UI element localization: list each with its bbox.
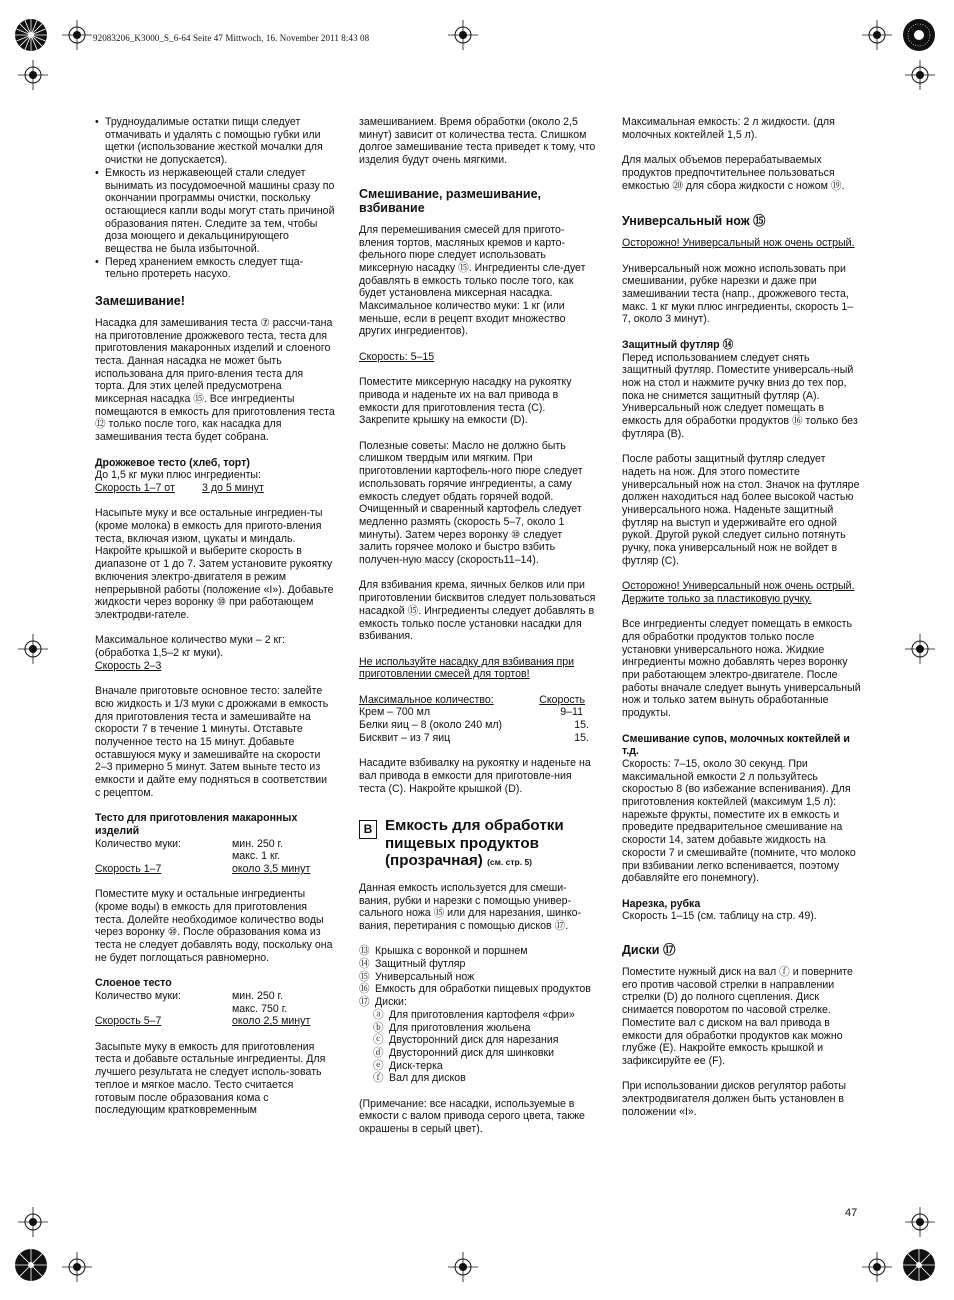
list-item [373,1072,597,1085]
warning-knife-2: Осторожно! Универсальный нож очень острый. Держите только за пластиковую ручку. [622,580,855,605]
table-cell: 15. [574,731,589,744]
page-number: 47 [845,1207,858,1219]
item-number: ⑬ [359,945,370,958]
item-text: Крышка с воронкой и поршнем [375,945,528,958]
list-item: • Емкость из нержавеющей стали следует вынимать из посудомоечной машины сразу по окончании программы очистки, поскольку остающиеся капли воды могут стать причиной образования пятен. Следите за тем, чтобы доза моющего и декальцинирующего вещества не была избыточной. [95,167,335,256]
paragraph: Скорость: 7–15, около 30 секунд. При максимальной емкости 2 л пользуйтесь скоростью 8 (во избежание вспенивания). Для приготовления коктейлей (максимум 1,5 л): нарежьте фрукты, поместите их в емкость и проведите предварительное смешивание на скорости 14, затем добавьте жидкость на скорости 7 и смешивайте (помните, что молоко при взбивании легко вспенивается, поэтому добавляйте его понемногу). [622,757,856,885]
registration-mark-left-top [18,60,48,90]
paragraph: (Примечание: все насадки, используемые в емкости с валом привода серого цвета, также окрашены в серый цвет). [359,1097,585,1136]
parts-list [359,945,597,1009]
list-item [359,945,597,958]
pasta-speed-row [95,863,335,876]
list-item [373,1009,597,1022]
paragraph: Поместите миксерную насадку на рукоятку привода и наденьте их на вал привода в емкости для приготовления теста (C). Закрепите крышку на емкости (D). [359,376,572,427]
puff-qty-row-2 [95,1003,335,1016]
registration-mark-right-middle [905,634,935,664]
item-letter: ⓕ [373,1072,384,1085]
paragraph: Универсальный нож можно использовать при смешивании, рубке нарезки и даже при замешивании теста (напр., дрожжевого теста, макс. 1 кг муки плюс ингредиенты, скорость 1–7, около 3 минут). [622,262,854,326]
paragraph: Насыпьте муку и все остальные ингредиен-ты (кроме молока) в емкость для пригото-вления теста, включая изюм, цукаты и миндаль. Накройте крышкой и выберите скорость в диапазоне от 1 до 7. Затем установите рукоятку включения электро-двигателя в режим непрерывной работы (положение «I»). Добавьте жидкости через воронку ⑩ при работающем электродви-гателе. [95,507,334,621]
table-cell: 15. [574,719,589,732]
yeast-speed-row [95,482,335,495]
puff-speed-row [95,1015,335,1028]
table-cell: 9–11 [560,706,583,719]
section-heading-mixing: Смешивание, размешивание, взбивание [359,186,542,215]
page-reference: (см. стр. 5) [487,857,533,868]
paragraph: Насадите взбивалку на рукоятку и наденьте на вал привода в емкости для приготовле-ния теста (C). Накройте крышкой (D). [359,757,591,795]
item-text: Диски: [375,996,407,1009]
item-letter: ⓓ [373,1046,384,1059]
paragraph: Для взбивания крема, яичных белков или при приготовлении бисквитов следует пользоваться насадкой ⑮. Ингредиенты следует добавлять в емкость только после установки насадки для взбивания. [359,579,596,643]
list-item [359,958,597,971]
paragraph: Максимальная емкость: 2 л жидкости. (для молочных коктейлей 1,5 л). [622,116,835,141]
paragraph: замешиванием. Время обработки (около 2,5 минут) зависит от количества теста. Слишком долгое замешивание теста приведет к тому, что изделия будут очень мягкими. [359,116,596,167]
registration-mark-right-top [905,60,935,90]
puff-qty-row [95,990,335,1003]
table-header-quantity: Максимальное количество: [359,693,494,706]
qty-label: Количество муки: [95,837,182,850]
table-row [359,706,597,719]
registration-mark-bottom-left [62,1252,92,1282]
speed-label: Скорость: 5–15 [359,350,435,363]
item-number: ⑯ [359,983,370,996]
registration-mark-top-left [62,20,92,50]
registration-mark-bottom-center [448,1252,478,1282]
table-cell: Крем – 700 мл [359,706,431,719]
paragraph: Засыпьте муку в емкость для приготовления теста и добавьте остальные ингредиенты. Для лучшего результата не следует исполь-зовать теплое и мягкое масло. Тесто считается готовым после образования кома с последующим кратковременным [95,1040,326,1117]
speed-label: Скорость 5–7 [95,1015,162,1028]
warning-knife: Осторожно! Универсальный нож очень острый. [622,237,855,250]
registration-mark-bottom-right [862,1252,892,1282]
qty-max: макс. 1 кг. [232,850,281,863]
item-letter: ⓐ [373,1008,384,1021]
registration-mark-left-bottom [18,1207,48,1237]
list-item: • Перед хранением емкость следует тща-тельно протереть насухо. [95,256,335,281]
item-number: ⑰ [359,996,370,1009]
qty-min: мин. 250 г. [232,989,284,1002]
print-header: 92083206_K3000_S_6-64 Seite 47 Mittwoch, 16. November 2011 8:43 08 [93,33,370,43]
time-label: около 2,5 минут [232,1015,311,1028]
section-heading-universal-knife: Универсальный нож ⑮ [622,214,766,229]
disks-list [359,1009,597,1085]
subheading-puff-pastry: Слоеное тесто [95,977,172,990]
time-label: 3 до 5 минут [202,481,264,494]
pasta-qty-row-2 [95,850,335,863]
paragraph: Данная емкость используется для смеши-вания, рубки и нарезки с помощью универ-сального ножа ⑮ или для нарезания, шинко-вания, перетирания с помощью дисков ⑰. [359,881,582,932]
time-label: около 3,5 минут [232,862,311,875]
sunburst-mark-bottom-right [902,1248,936,1282]
column-3 [622,116,862,1131]
paragraph: Поместите муку и остальные ингредиенты (кроме воды) в емкость для приготовления теста. Долейте необходимое количество воды через воронку ⑩. После образования кома из теста не следует добавлять воду, поскольку она не будет поглощаться равномерно. [95,888,333,964]
table-cell: Белки яиц – 8 (около 240 мл) [359,719,503,732]
item-text: Для приготовления жюльена [389,1021,531,1034]
paragraph: Для малых объемов перерабатываемых продуктов предпочтительнее пользоваться емкостью ⑳ для сбора жидкости с ножом ⑲. [622,154,845,192]
item-text: Защитный футляр [375,958,466,971]
section-heading-kneading: Замешивание! [95,293,185,308]
section-heading-disks: Диски ⑰ [622,943,676,958]
paragraph: Вначале приготовьте основное тесто: залейте всю жидкость и 1/3 муки с дрожжами в емкость для приготовления теста и замешивайте на скорости 7 в течение 1 минуты. Отставьте полученное тесто на 15 минут. Добавьте оставшуюся муку и замешивайте на скорости 2–3 примерно 5 минут. Затем выньте тесто из емкости и дайте ему подняться в соответствии с рецептом. [95,685,329,799]
item-text: Двусторонний диск для шинковки [389,1046,555,1059]
table-row [359,732,597,745]
qty-label: Количество муки: [95,989,182,1002]
subheading-soups: Смешивание супов, молочных коктейлей и т.д. [622,732,850,758]
paragraph: Полезные советы: Масло не должно быть слишком твердым или мягким. При приготовлении картофель-ного пюре следует использовать горячие ингредиенты, а саму емкость следует обдать горячей водой. Очищенный и сваренный картофель следует медленно размять (скорость 5–7, около 1 минуты). Затем через воронку ⑩ следует залить горячее молоко и быстро взбить получен-ную массу (скорость11–14). [359,439,583,567]
section-letter-badge: B [359,820,377,839]
item-letter: ⓒ [373,1034,384,1047]
list-item [373,1047,597,1060]
paragraph: Насадка для замешивания теста ⑦ рассчи-тана на приготовление дрожжевого теста, теста для приготовления макаронных изделий и слоеного теста. Данная насадка не может быть использована для приго-вления теста для торта. Для этих целей предусмотрена миксерная насадка ⑮. Все ингредиенты помещаются в емкость для приготовления теста ⑫ только после того, как насадка для замешивания теста будет собрана. [95,316,335,444]
item-text: Вал для дисков [389,1072,466,1085]
section-heading-bowl [359,817,597,872]
list-item [359,996,597,1009]
item-text: Двусторонний диск для нарезания [389,1034,559,1047]
list-item [373,1060,597,1073]
item-text: Для приготовления картофеля «фри» [389,1008,575,1021]
qty-max: макс. 750 г. [232,1002,288,1015]
item-letter: ⓑ [373,1021,384,1034]
registration-mark-left-middle [18,634,48,664]
sunburst-mark-top-right [902,18,936,52]
qty-min: мин. 250 г. [232,837,284,850]
item-number: ⑮ [359,970,370,983]
registration-mark-right-bottom [905,1207,935,1237]
sunburst-mark-bottom-left [14,1248,48,1282]
paragraph: При использовании дисков регулятор работы электродвигателя должен быть установлен в положении «I». [622,1080,847,1118]
registration-mark-top-right [862,20,892,50]
list-item [359,971,597,984]
whisk-table [359,694,597,745]
paragraph: Поместите нужный диск на вал ⓕ и поверните его против часовой стрелки в направлении стрелки (D) до полного сцепления. Диск снимается поворотом по часовой стрелке. Поместите вал с диском на вал привода в емкости для обработки продуктов как можно глубже (E). Накройте емкость крышкой и зафиксируйте ее (F). [622,966,853,1067]
item-letter: ⓔ [373,1059,384,1072]
column-2 [359,116,597,1149]
paragraph: Максимальное количество муки – 2 кг: (обработка 1,5–2 кг муки). [95,634,285,660]
subheading-pasta-dough: Тесто для приготовления макаронных изделий [95,812,298,837]
pasta-qty-row [95,838,335,851]
item-number: ⑭ [359,958,370,971]
speed-label: Скорость 2–3 [95,659,162,672]
paragraph: Скорость 1–15 (см. таблицу на стр. 49). [622,910,817,923]
table-cell: Бисквит – из 7 яиц [359,731,451,744]
column-1 [95,116,335,1130]
registration-mark-top-center [448,20,478,50]
item-text: Диск-терка [389,1059,443,1072]
cleaning-tips-list [95,116,335,281]
speed-label: Скорость 1–7 от [95,481,175,494]
table-header [359,694,597,707]
section-title: Емкость для обработки пищевых продуктов (прозрачная) [385,817,564,870]
item-text: Емкость для обработки пищевых продуктов [375,983,591,996]
subheading-cutting: Нарезка, рубка [622,897,701,910]
list-item [373,1022,597,1035]
item-text: Универсальный нож [375,970,475,983]
speed-label: Скорость 1–7 [95,862,162,875]
paragraph: После работы защитный футляр следует надеть на нож. Для этого поместите универсальный нож на стол. Значок на футляре должен находиться над более высокой частью универсального ножа. Наденьте защитный футляр на выступ и удерживайте его одной рукой. Другой рукой следует сильно потянуть ручку, пока универсальный нож не войдет в футляр (C). [622,453,860,567]
yeast-quantity: До 1,5 кг муки плюс ингредиенты: [95,469,261,482]
paragraph: Все ингредиенты следует помещать в емкость для обработки продуктов только после установки универсального ножа. Жидкие ингредиенты можно добавлять через воронку при работающем электро-двигателе. После работы вначале следует вынуть универсальный нож и только затем вынуть обработанные продукты. [622,618,861,720]
paragraph: Перед использованием следует снять защитный футляр. Поместите универсаль-ный нож на стол и нажмите ручку вниз до тех пор, пока не снимется защитный футляр (A). Универсальный нож следует помещать в емкость для обработки продуктов ⑯ только без футляра (B). [622,351,858,440]
list-item [359,983,597,996]
table-row [359,719,597,732]
list-item [373,1034,597,1047]
warning-whisk: Не используйте насадку для взбивания при приготовлении смесей для тортов! [359,655,575,681]
subheading-sheath: Защитный футляр ⑭ [622,338,734,351]
table-header-speed: Скорость [539,693,585,706]
list-item: • Трудноудалимые остатки пищи следует отмачивать и удалять с помощью губки или щетки (использование жесткой мочалки для очистки не допускается). [95,116,335,167]
sunburst-mark-top-left [14,18,48,52]
paragraph: Для перемешивания смесей для пригото-вления тортов, масляных кремов и карто-фельного пюре следует использовать миксерную насадку ⑮. Ингредиенты сле-дует добавлять в емкость только после того, как будет установлена миксерная насадка. Максимальное количество муки: 1 кг (или меньше, если в рецепт входит множество других ингредиентов). [359,223,586,338]
subheading-yeast-dough: Дрожжевое тесто (хлеб, торт) [95,456,250,469]
